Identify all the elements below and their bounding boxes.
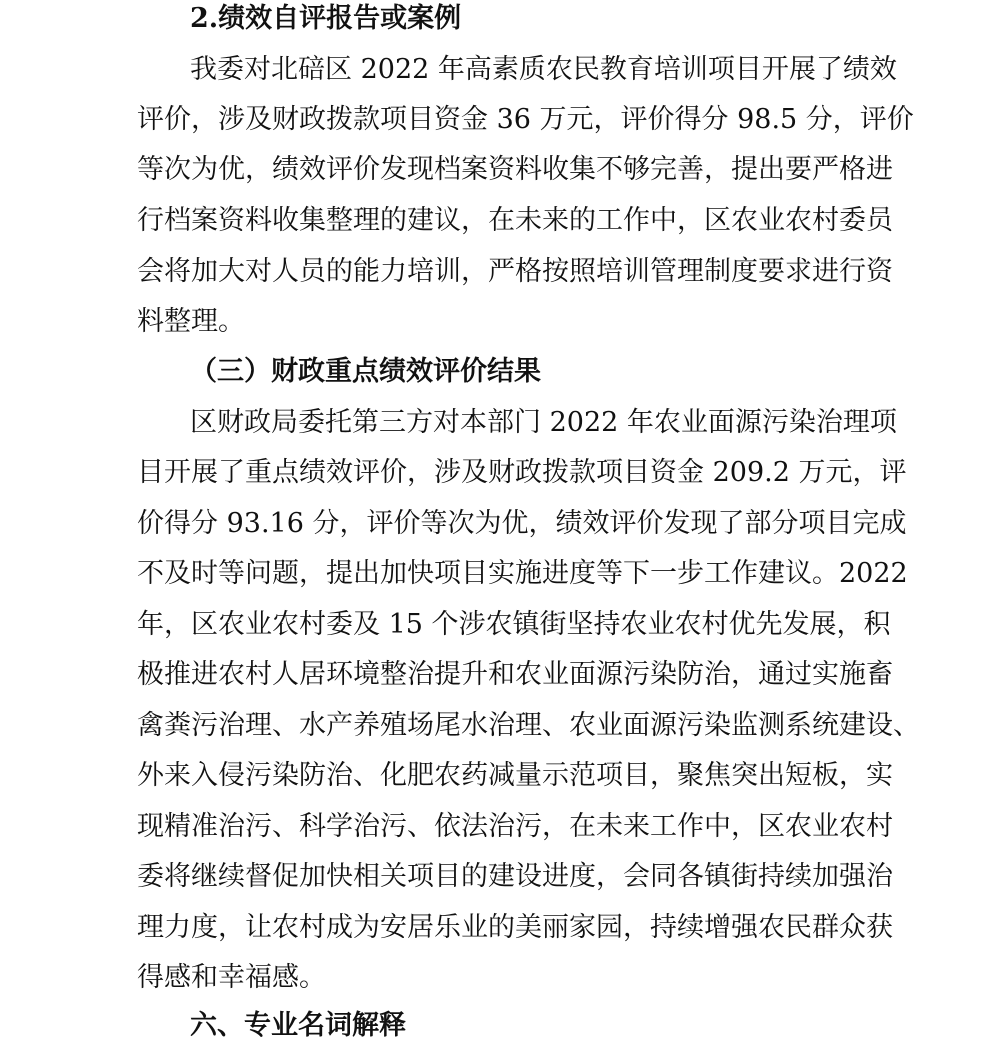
paragraph-line: 年，区农业农村委及 15 个涉农镇街坚持农业农村优先发展，积	[137, 609, 891, 640]
paragraph-line: 区财政局委托第三方对本部门 2022 年农业面源污染治理项	[190, 407, 897, 438]
section-heading-key-evaluation: （三）财政重点绩效评价结果	[190, 356, 541, 387]
paragraph-line: 行档案资料收集整理的建议，在未来的工作中，区农业农村委员	[137, 205, 893, 236]
paragraph-line: 目开展了重点绩效评价，涉及财政拨款项目资金 209.2 万元，评	[137, 457, 907, 488]
paragraph-line: 评价，涉及财政拨款项目资金 36 万元，评价得分 98.5 分，评价	[137, 104, 914, 135]
paragraph-line: 料整理。	[137, 306, 245, 337]
paragraph-line: 得感和幸福感。	[137, 962, 326, 993]
paragraph-line: 极推进农村人居环境整治提升和农业面源污染防治，通过实施畜	[137, 659, 893, 690]
paragraph-line: 理力度，让农村成为安居乐业的美丽家园，持续增强农民群众获	[137, 912, 893, 943]
paragraph-line: 现精准治污、科学治污、依法治污，在未来工作中，区农业农村	[137, 811, 893, 842]
paragraph-line: 外来入侵污染防治、化肥农药减量示范项目，聚焦突出短板，实	[137, 760, 893, 791]
paragraph-line: 禽粪污治理、水产养殖场尾水治理、农业面源污染监测系统建设、	[137, 710, 920, 741]
paragraph-line: 等次为优，绩效评价发现档案资料收集不够完善，提出要严格进	[137, 154, 893, 185]
section-heading-terminology: 六、专业名词解释	[190, 1010, 406, 1041]
paragraph-line: 会将加大对人员的能力培训，严格按照培训管理制度要求进行资	[137, 256, 893, 287]
section-heading-self-evaluation: 2.绩效自评报告或案例	[190, 3, 462, 34]
paragraph-line: 我委对北碚区 2022 年高素质农民教育培训项目开展了绩效	[190, 54, 897, 85]
paragraph-line: 委将继续督促加快相关项目的建设进度，会同各镇街持续加强治	[137, 861, 893, 892]
paragraph-line: 不及时等问题，提出加快项目实施进度等下一步工作建议。2022	[137, 558, 908, 589]
paragraph-line: 价得分 93.16 分，评价等次为优，绩效评价发现了部分项目完成	[137, 508, 907, 539]
